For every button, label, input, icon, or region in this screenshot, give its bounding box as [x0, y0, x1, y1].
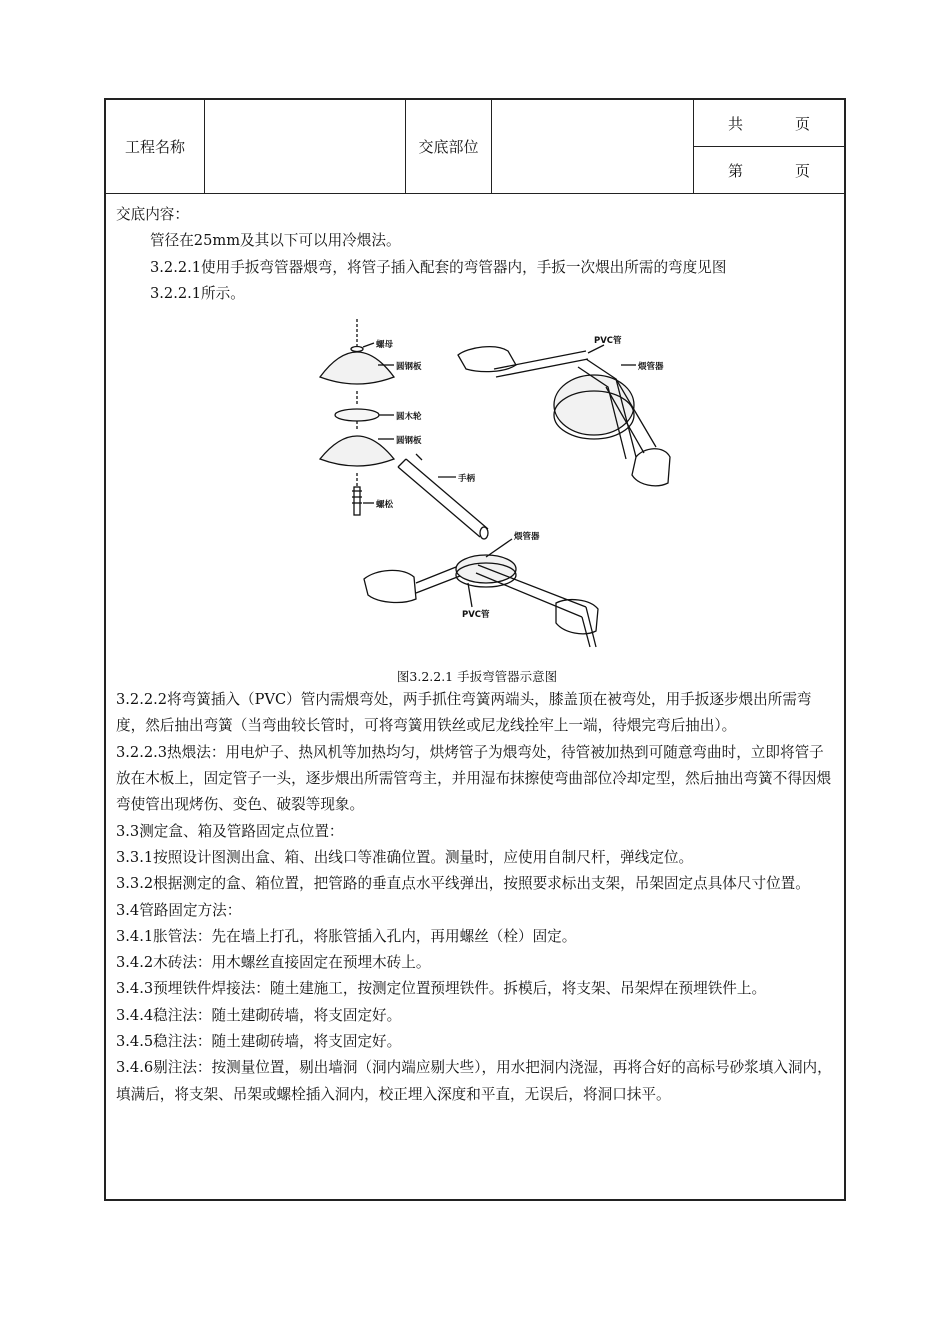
- label-bender-1: 煨管器: [638, 362, 664, 373]
- paragraph: 3.4.2木砖法：用木螺丝直接固定在预埋木砖上。: [116, 954, 431, 972]
- content-body: [116, 202, 838, 1108]
- current-page-prefix: 第: [728, 161, 744, 180]
- part-value[interactable]: [492, 100, 694, 193]
- paragraph: 3.4.6剔注法：按测量位置，剔出墙洞（洞内端应剔大些），用水把洞内浇湿，再将合好的高标号砂浆填入洞内，填满后，将支架、吊架或螺栓插入洞内，校正埋入深度和平直，无误后，将洞口抹平。: [116, 1059, 832, 1103]
- label-bender-2: 煨管器: [514, 532, 540, 543]
- label-bolt: 螺松: [376, 500, 394, 511]
- project-name-label: 工程名称: [106, 100, 205, 193]
- current-page-suffix: 页: [795, 161, 811, 180]
- content-title: 交底内容：: [116, 206, 189, 223]
- project-name-value[interactable]: [205, 100, 406, 193]
- paragraph: 3.2.2.2将弯簧插入（PVC）管内需煨弯处，两手抓住弯簧两端头，膝盖顶在被弯处，用手扳逐步煨出所需弯度，然后抽出弯簧（当弯曲较长管时，可将弯簧用铁丝或尼龙线拴牢上一端，待煨完弯后抽出）。: [116, 691, 812, 735]
- label-steel-plate-bottom: 圆钢板: [396, 436, 422, 447]
- label-pvc-pipe-2: PVC管: [462, 610, 490, 621]
- label-handle: 手柄: [458, 474, 476, 485]
- paragraph-cold-bend: 管径在25mm及其以下可以用冷煨法。: [150, 232, 401, 250]
- paragraph: 3.4.1胀管法：先在墙上打孔，将胀管插入孔内，再用螺丝（栓）固定。: [116, 927, 577, 945]
- paragraph-hand-bender-cont: 3.2.2.1所示。: [150, 284, 245, 302]
- label-nut: 螺母: [376, 340, 394, 351]
- current-page: [694, 147, 844, 193]
- paragraph: 3.4.5稳注法：随土建砌砖墙，将支固定好。: [116, 1033, 402, 1051]
- label-pvc-pipe-1: PVC管: [594, 336, 622, 347]
- form-header: [106, 100, 844, 194]
- label-wood-wheel: 圆木轮: [396, 412, 422, 423]
- paragraph-list: [116, 687, 838, 1108]
- paragraph: 3.3.1按照设计图测出盒、箱、出线口等准确位置。测量时，应使用自制尺杆，弹线定位。: [116, 848, 694, 866]
- paragraph-hand-bender: 3.2.2.1使用手扳弯管器煨弯，将管子插入配套的弯管器内，手扳一次煨出所需的弯度见图: [150, 258, 727, 276]
- paragraph: 3.3测定盒、箱及管路固定点位置：: [116, 822, 344, 840]
- figure-caption: 图3.2.2.1 手扳弯管器示意图: [396, 669, 558, 685]
- bender-illustration: [116, 307, 838, 667]
- paragraph: 3.2.2.3热煨法：用电炉子、热风机等加热均匀，烘烤管子为煨弯处，待管被加热到可随意弯曲时，立即将管子放在木板上，固定管子一头，逐步煨出所需管弯主，并用湿布抹擦使弯曲部位冷却定型，然后抽出弯簧不得因煨弯使管出现烤伤、变色、破裂等现象。: [116, 743, 832, 814]
- total-pages-suffix: 页: [795, 114, 811, 133]
- paragraph: 3.4.3预埋铁件焊接法：随土建施工，按测定位置预埋铁件。拆模后，将支架、吊架焊在预埋铁件上。: [116, 980, 767, 998]
- part-label: 交底部位: [406, 100, 492, 193]
- page-counter: [694, 100, 844, 193]
- paragraph: 3.3.2根据测定的盒、箱位置，把管路的垂直点水平线弹出，按照要求标出支架，吊架固定点具体尺寸位置。: [116, 875, 810, 893]
- paragraph: 3.4管路固定方法：: [116, 901, 242, 919]
- total-pages: [694, 100, 844, 147]
- paragraph: 3.4.4稳注法：随土建砌砖墙，将支固定好。: [116, 1006, 402, 1024]
- figure-hand-bender: [116, 307, 838, 667]
- total-pages-prefix: 共: [728, 114, 744, 133]
- label-steel-plate-top: 圆钢板: [396, 362, 422, 373]
